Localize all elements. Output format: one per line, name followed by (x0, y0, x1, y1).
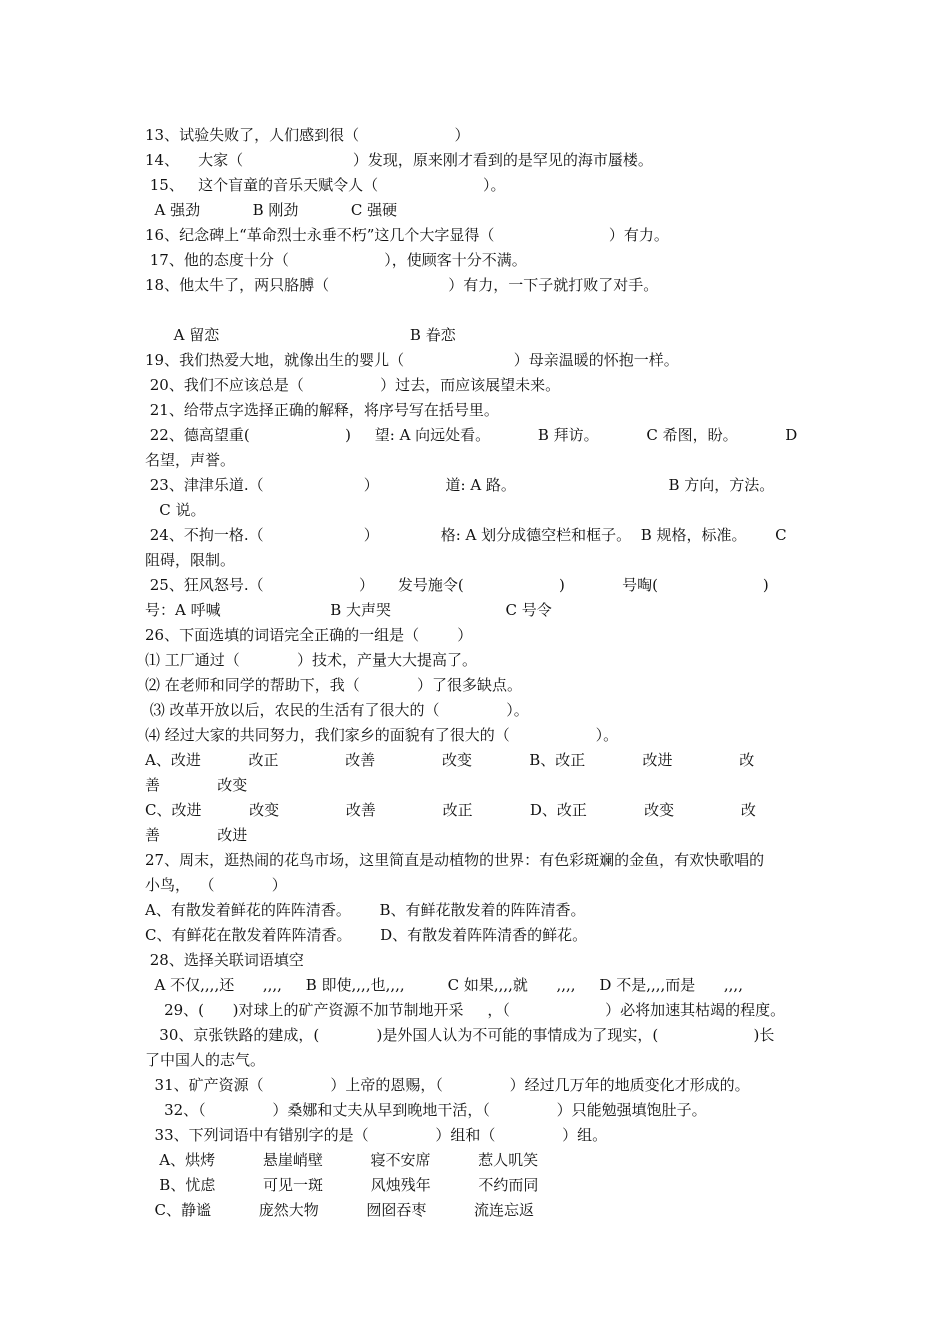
question-26-item-1: ⑴ 工厂通过（ ）技术，产量大大提高了。 (145, 651, 477, 669)
question-28: 28、选择关联词语填空 (145, 951, 304, 969)
question-15: 15、 这个盲童的音乐天赋令人（ ）。 (145, 176, 506, 194)
question-33-option-a: A、烘烤 悬崖峭壁 寝不安席 惹人叽笑 (145, 1151, 539, 1169)
options-19-20: A 留恋 B 眷恋 (145, 326, 456, 344)
question-26-options-cd: C、改进 改变 改善 改正 D、改正 改变 改 (145, 801, 756, 819)
question-31: 31、矿产资源（ ）上帝的恩赐，（ ）经过几万年的地质变化才形成的。 (145, 1076, 750, 1094)
question-19: 19、我们热爱大地，就像出生的婴儿（ ）母亲温暖的怀抱一样。 (145, 351, 679, 369)
question-26-item-4: ⑷ 经过大家的共同努力，我们家乡的面貌有了很大的（ ）。 (145, 726, 619, 744)
question-27-options-cd: C、有鲜花在散发着阵阵清香。 D、有散发着阵阵清香的鲜花。 (145, 926, 588, 944)
question-33-option-b: B、忧虑 可见一斑 风烛残年 不约而同 (145, 1176, 539, 1194)
question-25: 25、狂风怒号.（ ） 发号施令( ) 号啕( ) (145, 576, 769, 594)
options-13-15: A 强劲 B 刚劲 C 强硬 (145, 201, 398, 219)
question-20: 20、我们不应该总是（ ）过去，而应该展望未来。 (145, 376, 561, 394)
question-30-cont: 了中国人的志气。 (145, 1051, 266, 1069)
question-18: 18、他太牛了，两只胳膊（ ）有力，一下子就打败了对手。 (145, 276, 659, 294)
question-26: 26、下面选填的词语完全正确的一组是（ ） (145, 626, 473, 644)
question-33: 33、下列词语中有错别字的是（ ）组和（ ）组。 (145, 1126, 608, 1144)
question-22: 22、德高望重( ) 望: A 向远处看。 B 拜访。 C 希图，盼。 D (145, 426, 798, 444)
question-33-option-c: C、静谧 庞然大物 囫囵吞枣 流连忘返 (145, 1201, 535, 1219)
question-26-options-ab: A、改进 改正 改善 改变 B、改正 改进 改 (145, 751, 755, 769)
question-14: 14、 大家（ ）发现，原来刚才看到的是罕见的海市蜃楼。 (145, 151, 653, 169)
question-22-cont: 名望，声誉。 (145, 451, 236, 469)
question-26-options-ab-cont: 善 改变 (145, 776, 248, 794)
question-26-item-3: ⑶ 改革开放以后，农民的生活有了很大的（ ）。 (145, 701, 529, 719)
question-13: 13、试验失败了，人们感到很（ ） (145, 126, 470, 144)
question-16: 16、纪念碑上“革命烈士永垂不朽”这几个大字显得（ ）有力。 (145, 226, 669, 244)
question-28-options: A 不仅,,,,还 ,,,, B 即使,,,,也,,,, C 如果,,,,就 ,,,, D 不是,,,,而是 ,,,, (145, 976, 743, 994)
question-24: 24、不拘一格.（ ） 格: A 划分成德空栏和框子。 B 规格，标准。 C (145, 526, 787, 544)
question-17: 17、他的态度十分（ ），使顾客十分不满。 (145, 251, 527, 269)
question-23-cont: C 说。 (145, 501, 206, 519)
question-25-options: 号：A 呼喊 B 大声哭 C 号令 (145, 601, 552, 619)
question-32: 32、（ ）桑娜和丈夫从早到晚地干活，（ ）只能勉强填饱肚子。 (145, 1101, 707, 1119)
question-26-item-2: ⑵ 在老师和同学的帮助下，我（ ）了很多缺点。 (145, 676, 522, 694)
question-21: 21、给带点字选择正确的解释，将序号写在括号里。 (145, 401, 499, 419)
question-27-options-ab: A、有散发着鲜花的阵阵清香。 B、有鲜花散发着的阵阵清香。 (145, 901, 586, 919)
question-23: 23、津津乐道.（ ） 道: A 路。 B 方向，方法。 (145, 476, 775, 494)
question-24-cont: 阻碍，限制。 (145, 551, 236, 569)
question-27: 27、周末，逛热闹的花鸟市场，这里简直是动植物的世界：有色彩斑斓的金鱼，有欢快歌唱的 (145, 851, 765, 869)
question-26-options-cd-cont: 善 改进 (145, 826, 248, 844)
question-30: 30、京张铁路的建成，( )是外国人认为不可能的事情成为了现实，( )长 (145, 1026, 775, 1044)
question-27-cont: 小鸟， （ ） (145, 876, 287, 894)
question-29: 29、( )对球上的矿产资源不加节制地开采 ，（ ）必将加速其枯竭的程度。 (145, 1001, 786, 1019)
